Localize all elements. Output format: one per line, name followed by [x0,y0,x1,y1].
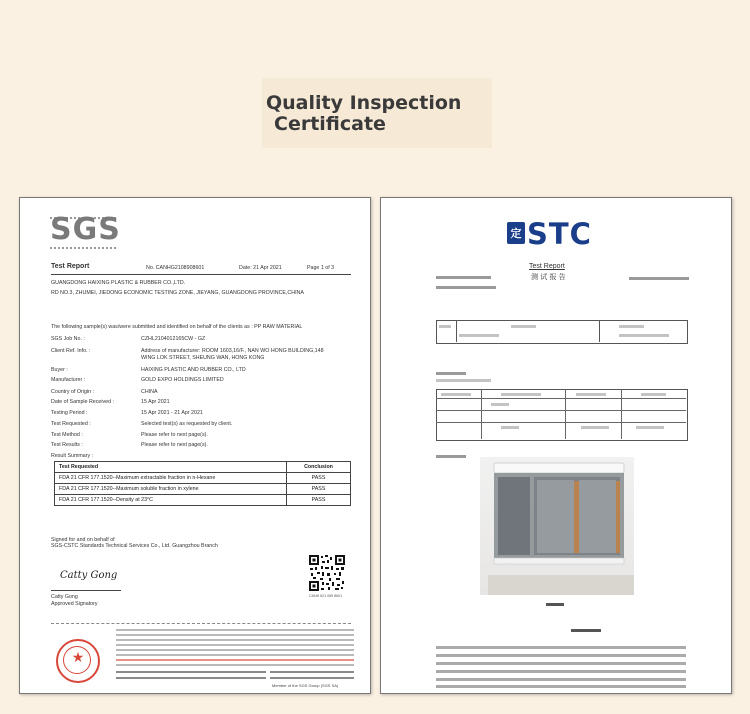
stc-info-table [436,320,688,344]
sgs-client-address: RD NO.3, ZHUMEI, JIEDONG ECONOMIC TESTING ZONE, JIEYANG, GUANGDONG PROVINCE,CHINA [51,290,304,296]
field-value: Please refer to next page(s). [141,432,208,438]
sgs-member-footer: Member of the SGS Group (SGS SA) [272,683,339,688]
table-row [55,495,351,506]
fine-print [116,664,354,666]
qr-code [308,554,346,592]
sgs-header-rule [51,274,351,275]
fine-print [436,654,686,657]
sgs-signed-line1: Signed for and on behalf of [51,537,115,543]
fine-print [116,634,354,636]
field-value: WING LOK STREET, SHEUNG WAN, HONG KONG [141,355,265,361]
field-value: 15 Apr 2021 - 21 Apr 2021 [141,410,203,416]
qr-caption: CANH 621 089 8601 [309,594,343,598]
fine-print [116,644,354,646]
table-divider [565,389,566,439]
fine-print [116,649,354,651]
field-label: Date of Sample Received : [51,399,115,405]
field-value: GOLD EXPO HOLDINGS LIMITED [141,377,224,383]
blurred-text [571,629,601,632]
blurred-text [629,277,689,280]
sgs-report-no: No. CANHG2108908601 [146,265,205,271]
fine-print [436,670,686,673]
fine-print [436,646,686,649]
sgs-client-name: GUANGDONG HAIXING PLASTIC & RUBBER CO.,LTD. [51,280,186,286]
fine-print [116,677,266,679]
blurred-text [436,276,491,279]
blurred-text [439,325,451,328]
stc-report-subtitle: 测 试 报 告 [531,273,566,281]
page-title-line1: Quality Inspection [266,92,462,114]
signature: Catty Gong [60,570,118,581]
sgs-report-date: Date: 21 Apr 2021 [239,265,282,271]
fine-print [116,639,354,641]
field-label: Client Ref. Info. : [51,348,91,354]
blurred-text [619,325,644,328]
sgs-result-summary-title: Result Summary : [51,453,94,459]
table-divider [456,320,457,342]
field-label: Testing Period : [51,410,88,416]
field-label: Test Results : [51,442,83,448]
stc-report [380,197,732,694]
field-value: Selected test(s) as requested by client. [141,421,233,427]
sgs-signed-line2: SGS-CSTC Standards Technical Services Co., Ltd. Guangzhou Branch [51,543,218,549]
signer-name: Catty Gong [51,594,78,600]
blurred-text [511,325,536,328]
table-cell: PASS [287,484,351,495]
sgs-logo: SGS [50,212,121,247]
signature-line [51,590,121,591]
sgs-report-title: Test Report [51,263,90,270]
fine-print [436,662,686,665]
blurred-text [576,393,606,396]
sgs-footer-rule [51,623,351,624]
blurred-text [441,393,471,396]
page-title-line2: Certificate [274,113,386,135]
stc-logo: STC [527,217,592,251]
sgs-logo-dots-bottom [50,247,116,249]
blurred-text [459,334,499,337]
fine-print [436,685,686,688]
signer-title: Approved Signatory [51,601,98,607]
fine-print [436,678,686,681]
red-seal-stamp: ★ [56,639,100,683]
blurred-text [491,403,509,406]
table-divider [481,389,482,439]
stc-report-title: Test Report [529,263,565,270]
blurred-text [581,426,609,429]
table-divider [621,389,622,439]
field-value: CZHL2104012165CW - GZ [141,336,206,342]
blurred-text [436,372,466,375]
field-value: 15 Apr 2021 [141,399,170,405]
blurred-text [636,426,664,429]
fine-print [270,677,354,679]
table-rule [436,422,686,423]
field-label: Manufacturer : [51,377,86,383]
blurred-text [501,426,519,429]
field-label: Buyer : [51,367,68,373]
table-header-row [55,462,351,473]
field-label: Test Requested : [51,421,91,427]
blurred-text [641,393,666,396]
stc-result-table [436,389,688,441]
field-label: Test Method : [51,432,83,438]
fine-print-highlight [116,659,354,661]
field-label: Country of Origin : [51,389,94,395]
field-label: SGS Job No. : [51,336,85,342]
field-value: Address of manufacturer: ROOM 1603,16/F., NAN WO HONG BUILDING,148 [141,348,324,354]
blurred-text [436,286,496,289]
stamp-mark [546,603,564,606]
table-header: Test Requested [55,462,287,473]
table-cell: FDA 21 CFR 177.1520--Maximum soluble fraction in xylene [55,484,287,495]
table-cell: PASS [287,495,351,506]
fine-print [116,671,266,673]
table-row [55,484,351,495]
stc-logo-mark: 定 [507,222,525,244]
fine-print [270,671,354,673]
blurred-text [501,393,541,396]
table-rule [436,398,686,399]
fine-print [116,654,354,656]
fine-print [116,629,354,631]
sgs-result-table [54,461,351,506]
table-cell: FDA 21 CFR 177.1520--Density at 23°C [55,495,287,506]
sgs-certificate [19,197,371,694]
table-header: Conclusion [287,462,351,473]
table-rule [436,410,686,411]
sgs-page-of: Page 1 of 3 [307,265,335,271]
sgs-intro-text: The following sample(s) was/were submitted and identified on behalf of the clients as : PP RAW MATERIAL [51,324,303,330]
field-value: Please refer to next page(s). [141,442,208,448]
table-row [55,473,351,484]
field-value: HAIXING PLASTIC AND RUBBER CO., LTD [141,367,246,373]
blurred-text [436,379,491,382]
table-cell: PASS [287,473,351,484]
product-photo [480,457,634,595]
table-divider [599,320,600,342]
table-cell: FDA 21 CFR 177.1520--Maximum extractable fraction in n-Hexane [55,473,287,484]
field-value: CHINA [141,389,158,395]
blurred-text [436,455,466,458]
blurred-text [619,334,669,337]
